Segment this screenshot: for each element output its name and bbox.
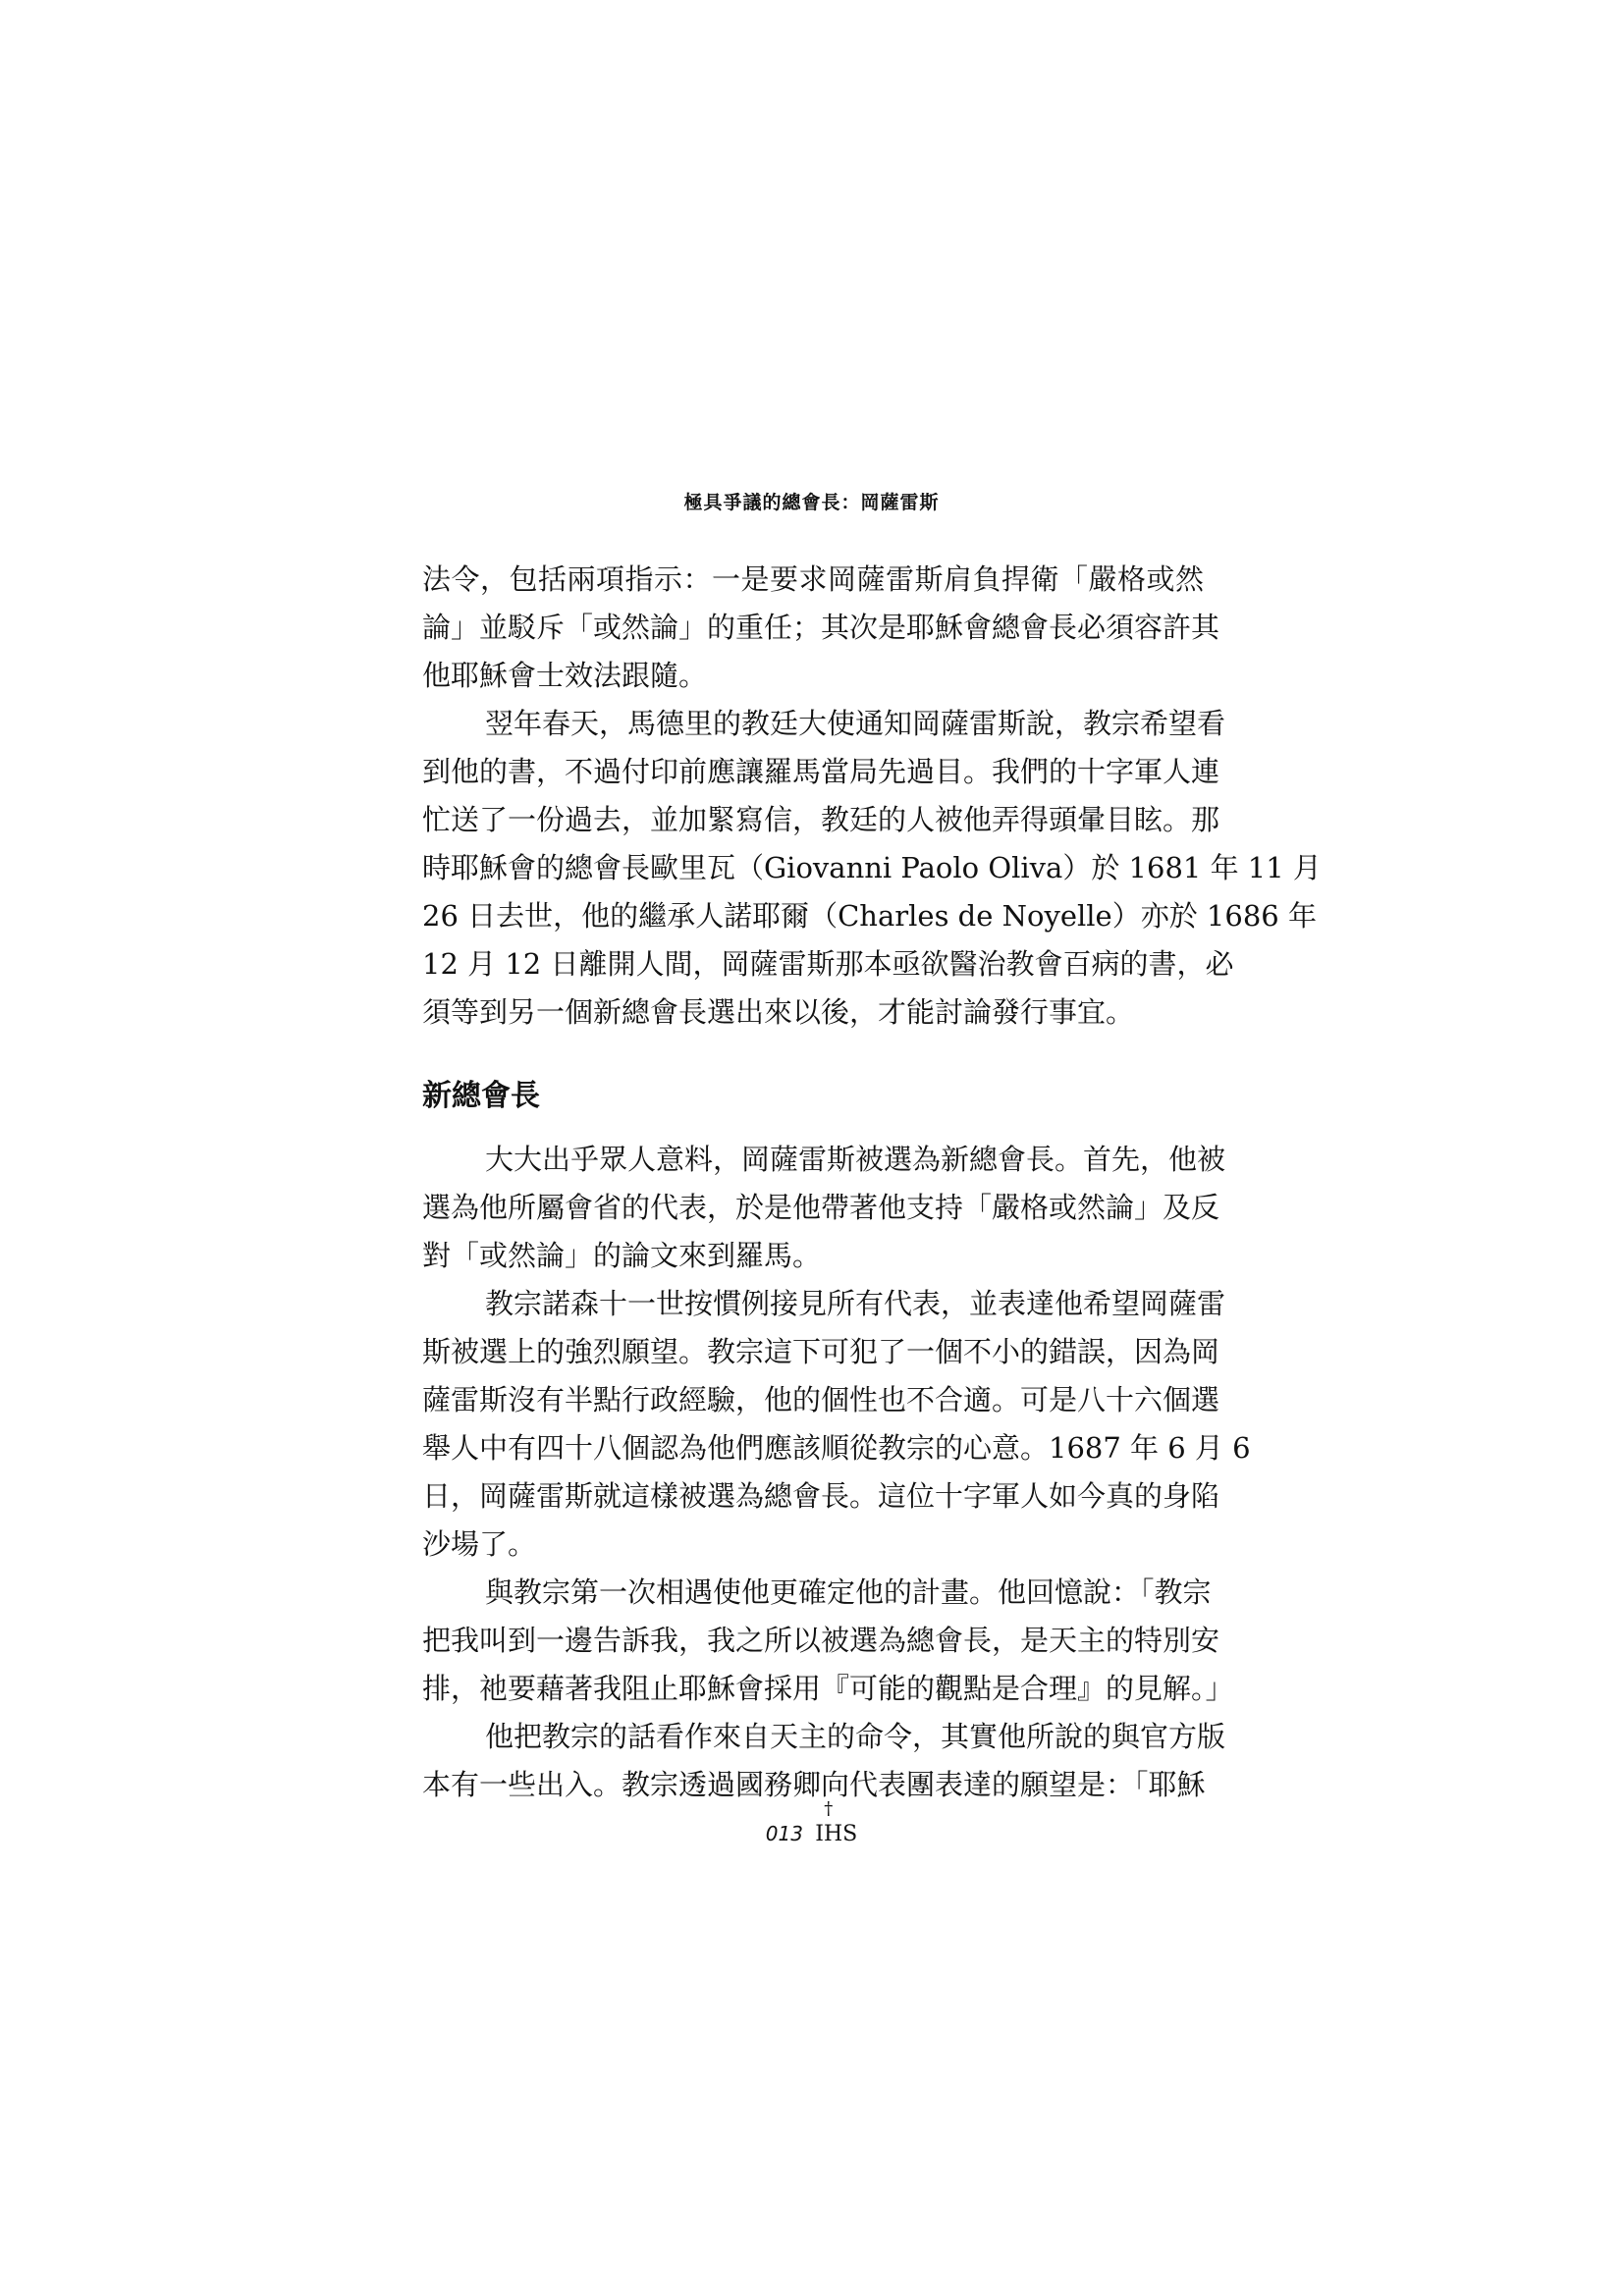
body-text: [422, 556, 1322, 1809]
paragraph-6: [422, 1713, 1226, 1809]
text-line: 忙送了一份過去，並加緊寫信，教廷的人被他弄得頭暈目眩。那: [422, 803, 1220, 836]
text-line: 排，祂要藉著我阻止耶穌會採用『可能的觀點是合理』的見解。」: [422, 1672, 1234, 1705]
running-header: 極具爭議的總會長：岡薩雷斯: [683, 492, 940, 513]
text-line: 斯被選上的強烈願望。教宗這下可犯了一個不小的錯誤，因為岡: [422, 1335, 1220, 1368]
text-line: 沙場了。: [422, 1527, 537, 1561]
text-line: 與教宗第一次相遇使他更確定他的計畫。他回憶說：「教宗: [485, 1575, 1212, 1609]
text-line: 12 月 12 日離開人間，岡薩雷斯那本亟欲醫治教會百病的書，必: [422, 947, 1234, 981]
text-line: 法令，包括兩項指示：一是要求岡薩雷斯肩負捍衛「嚴格或然: [422, 562, 1204, 596]
paragraph-2: [422, 700, 1322, 1037]
text-line: 日，岡薩雷斯就這樣被選為總會長。這位十字軍人如今真的身陷: [422, 1479, 1220, 1513]
text-line: 對「或然論」的論文來到羅馬。: [422, 1239, 822, 1272]
ihs-emblem-icon: [815, 1798, 858, 1846]
section-heading: 新總會長: [422, 1079, 540, 1113]
text-line: 大大出乎眾人意料，岡薩雷斯被選為新總會長。首先，他被: [485, 1143, 1226, 1176]
text-line: 薩雷斯沒有半點行政經驗，他的個性也不合適。可是八十六個選: [422, 1383, 1220, 1416]
paragraph-1: [422, 556, 1220, 700]
paragraph-4: [422, 1280, 1251, 1569]
text-line: 26 日去世，他的繼承人諾耶爾（Charles de Noyelle）亦於 1686 年: [422, 899, 1317, 933]
ihs-emblem-text: IHS: [815, 1822, 858, 1846]
page-footer: [0, 1798, 1623, 1846]
text-line: 到他的書，不過付印前應讓羅馬當局先過目。我們的十字軍人連: [422, 755, 1220, 788]
paragraph-3: [422, 1136, 1226, 1280]
text-line: 須等到另一個新總會長選出來以後，才能討論發行事宜。: [422, 995, 1135, 1029]
text-line: 他把教宗的話看作來自天主的命令，其實他所說的與官方版: [485, 1720, 1226, 1753]
text-line: 論」並駁斥「或然論」的重任；其次是耶穌會總會長必須容許其: [422, 611, 1220, 644]
text-line: 教宗諾森十一世按慣例接見所有代表，並表達他希望岡薩雷: [485, 1287, 1226, 1320]
text-line: 選為他所屬會省的代表，於是他帶著他支持「嚴格或然論」及反: [422, 1191, 1220, 1224]
text-line: 把我叫到一邊告訴我，我之所以被選為總會長，是天主的特別安: [422, 1624, 1220, 1657]
page-number: 013: [765, 1822, 803, 1845]
text-line: 翌年春天，馬德里的教廷大使通知岡薩雷斯說，教宗希望看: [485, 707, 1226, 740]
text-line: 舉人中有四十八個認為他們應該順從教宗的心意。1687 年 6 月 6: [422, 1431, 1251, 1465]
cross-icon: †: [824, 1798, 834, 1819]
paragraph-5: [422, 1569, 1234, 1713]
text-line: 本有一些出入。教宗透過國務卿向代表團表達的願望是：「耶穌: [422, 1768, 1206, 1801]
text-line: 時耶穌會的總會長歐里瓦（Giovanni Paolo Oliva）於 1681 年 11 月: [422, 851, 1322, 884]
text-line: 他耶穌會士效法跟隨。: [422, 659, 708, 692]
